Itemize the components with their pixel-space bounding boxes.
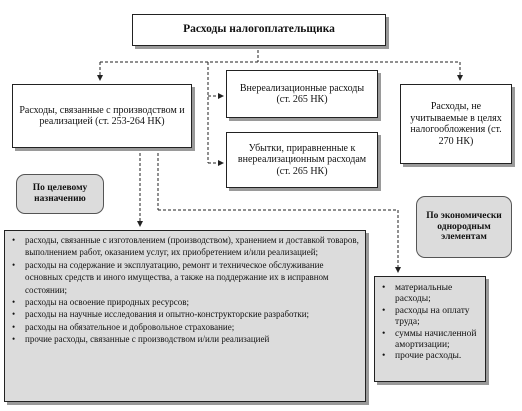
elements-list-item: • прочие расходы. [381, 351, 481, 362]
production-expenses-label: Расходы, связанные с производством и реализацией (ст. 253-264 НК) [19, 104, 185, 127]
losses-box [226, 132, 378, 188]
elements-list-box [374, 276, 486, 382]
taxpayer-expenses-title: Расходы налогоплательщика [183, 23, 335, 36]
by-purpose-label: По целевому назначению [32, 183, 88, 204]
purpose-list-item: • расходы на освоение природных ресурсов; [11, 296, 360, 308]
elements-list-item: • расходы на оплату труда; [381, 306, 481, 329]
elements-list [381, 283, 481, 363]
purpose-list-item: • расходы на обязательное и добровольное страхование; [11, 321, 360, 333]
elements-list-item: • суммы начисленной амортизации; [381, 329, 481, 352]
elements-list-item: • материальные расходы; [381, 283, 481, 306]
not-counted-expenses-label: Расходы, не учитываемые в целях налогообложения (ст. 270 НК) [410, 101, 502, 147]
by-purpose-callout [16, 174, 104, 214]
not-counted-expenses-box [400, 84, 512, 164]
by-elements-label: По экономически однородным элементам [426, 210, 502, 243]
losses-label: Убытки, приравненные к внереализационным расходам (ст. 265 НК) [237, 142, 367, 177]
purpose-list-item: • расходы на научные исследования и опытно-конструкторские разработки; [11, 308, 360, 320]
nonoperating-expenses-box [226, 70, 378, 118]
purpose-list-item: • расходы, связанные с изготовлением (производством), хранением и доставкой товаров, выполнением работ, оказанием услуг, их приобретением и/или реализацией; [11, 234, 360, 259]
nonoperating-expenses-label: Внереализационные расходы (ст. 265 НК) [239, 82, 365, 105]
purpose-list [11, 234, 360, 346]
production-expenses-box [12, 84, 192, 148]
purpose-list-item: • прочие расходы, связанные с производством и/или реализацией [11, 333, 360, 345]
purpose-list-box [4, 230, 366, 402]
taxpayer-expenses-box [132, 14, 386, 46]
by-elements-callout [416, 196, 512, 258]
purpose-list-item: • расходы на содержание и эксплуатацию, ремонт и техническое обслуживание основных средств и иного имущества, а также на поддержание их в исправном состоянии; [11, 259, 360, 296]
